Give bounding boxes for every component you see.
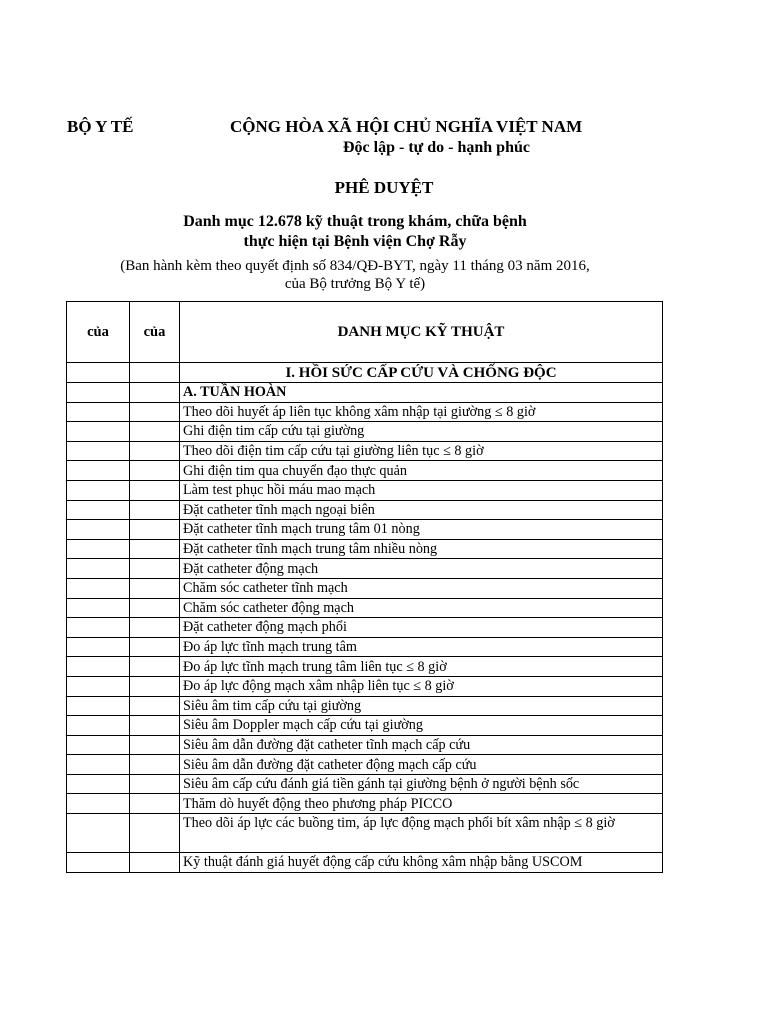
table-row [67,794,663,814]
technique-name: Theo dõi điện tim cấp cứu tại giường liên tục ≤ 8 giờ [180,441,663,461]
table-cell [130,598,180,618]
table-cell [130,441,180,461]
table-row [67,814,663,853]
technique-name: Theo dõi huyết áp liên tục không xâm nhập tại giường ≤ 8 giờ [180,402,663,422]
table-cell [67,461,130,481]
table-row [67,716,663,736]
technique-name: Ghi điện tim qua chuyển đạo thực quản [180,461,663,481]
table-row [67,578,663,598]
table-cell [67,520,130,540]
table-cell [67,637,130,657]
table-row [67,461,663,481]
table-cell [130,539,180,559]
table-cell [130,696,180,716]
table-row [67,735,663,755]
section-row [67,363,663,383]
table-cell [130,853,180,873]
technique-name: Làm test phục hồi máu mao mạch [180,480,663,500]
table-header-row [67,302,663,363]
table-cell [67,755,130,775]
technique-name: Siêu âm Doppler mạch cấp cứu tại giường [180,716,663,736]
approval-heading: PHÊ DUYỆT [334,178,434,197]
column-header-1: của [67,302,130,363]
table-row [67,676,663,696]
table-cell [130,402,180,422]
table-row [67,637,663,657]
table-cell [130,461,180,481]
table-row [67,422,663,442]
technique-name: Đặt catheter động mạch [180,559,663,579]
table-cell [130,774,180,794]
table-row [67,696,663,716]
table-cell [67,618,130,638]
republic-name: CỘNG HÒA XÃ HỘI CHỦ NGHĨA VIỆT NAM [230,117,583,136]
technique-name: Chăm sóc catheter tĩnh mạch [180,578,663,598]
table-cell [67,363,130,383]
table-cell [67,814,130,853]
table-cell [130,618,180,638]
table-cell [130,637,180,657]
table-row [67,559,663,579]
table-cell [67,794,130,814]
document-title-line1: Danh mục 12.678 kỹ thuật trong khám, chữa bệnh [183,213,527,230]
technique-name: Đặt catheter tĩnh mạch trung tâm 01 nòng [180,520,663,540]
table-cell [67,402,130,422]
technique-name: Thăm dò huyết động theo phương pháp PICCO [180,794,663,814]
table-cell [130,422,180,442]
table-cell [130,755,180,775]
technique-name: Theo dõi áp lực các buồng tim, áp lực động mạch phổi bít xâm nhập ≤ 8 giờ [180,814,663,853]
technique-name: Siêu âm cấp cứu đánh giá tiền gánh tại giường bệnh ở người bệnh sốc [180,774,663,794]
technique-name: Kỹ thuật đánh giá huyết động cấp cứu không xâm nhập bằng USCOM [180,853,663,873]
table-cell [130,500,180,520]
table-row [67,618,663,638]
table-cell [67,578,130,598]
table-cell [67,559,130,579]
section-title: I. HỒI SỨC CẤP CỨU VÀ CHỐNG ĐỘC [180,363,663,383]
table-cell [67,422,130,442]
technique-name: Đặt catheter động mạch phổi [180,618,663,638]
table-cell [130,520,180,540]
national-motto: Độc lập - tự do - hạnh phúc [343,139,530,156]
table-cell [130,676,180,696]
document-title-line2: thực hiện tại Bệnh viện Chợ Rẫy [243,233,467,250]
table-cell [67,539,130,559]
table-cell [130,735,180,755]
table-cell [130,480,180,500]
technique-name: Đặt catheter tĩnh mạch ngoại biên [180,500,663,520]
table-row [67,598,663,618]
table-cell [130,383,180,403]
table-cell [130,657,180,677]
table-row [67,539,663,559]
technique-name: Đo áp lực động mạch xâm nhập liên tục ≤ 8 giờ [180,676,663,696]
technique-name: Đặt catheter tĩnh mạch trung tâm nhiều nòng [180,539,663,559]
table-cell [67,598,130,618]
technique-name: Chăm sóc catheter động mạch [180,598,663,618]
table-row [67,520,663,540]
table-cell [130,578,180,598]
column-header-2: của [130,302,180,363]
table-row [67,480,663,500]
table-cell [130,794,180,814]
table-row [67,774,663,794]
table-cell [130,559,180,579]
technique-table [66,301,663,873]
table-cell [67,383,130,403]
column-header-technique: DANH MỤC KỸ THUẬT [180,302,663,363]
table-cell [67,853,130,873]
technique-name: Đo áp lực tĩnh mạch trung tâm liên tục ≤ 8 giờ [180,657,663,677]
technique-name: Siêu âm tim cấp cứu tại giường [180,696,663,716]
ministry-name: BỘ Y TẾ [67,117,134,136]
decree-note-line1: (Ban hành kèm theo quyết định số 834/QĐ-BYT, ngày 11 tháng 03 năm 2016, [120,258,590,274]
table-cell [67,735,130,755]
technique-name: Siêu âm dẫn đường đặt catheter tĩnh mạch cấp cứu [180,735,663,755]
table-cell [67,676,130,696]
table-row [67,853,663,873]
table-row [67,441,663,461]
table-row [67,657,663,677]
table-row [67,500,663,520]
table-cell [130,716,180,736]
table-cell [67,716,130,736]
table-cell [67,657,130,677]
subsection-row [67,383,663,403]
technique-name: Ghi điện tim cấp cứu tại giường [180,422,663,442]
decree-note-line2: của Bộ trưởng Bộ Y tế) [284,276,426,292]
technique-name: Siêu âm dẫn đường đặt catheter động mạch cấp cứu [180,755,663,775]
table-cell [130,814,180,853]
technique-name: Đo áp lực tĩnh mạch trung tâm [180,637,663,657]
table-cell [130,363,180,383]
table-cell [67,500,130,520]
table-cell [67,441,130,461]
table-cell [67,696,130,716]
table-cell [67,774,130,794]
table-row [67,402,663,422]
table-cell [67,480,130,500]
subsection-title: A. TUẦN HOÀN [180,383,663,403]
table-row [67,755,663,775]
